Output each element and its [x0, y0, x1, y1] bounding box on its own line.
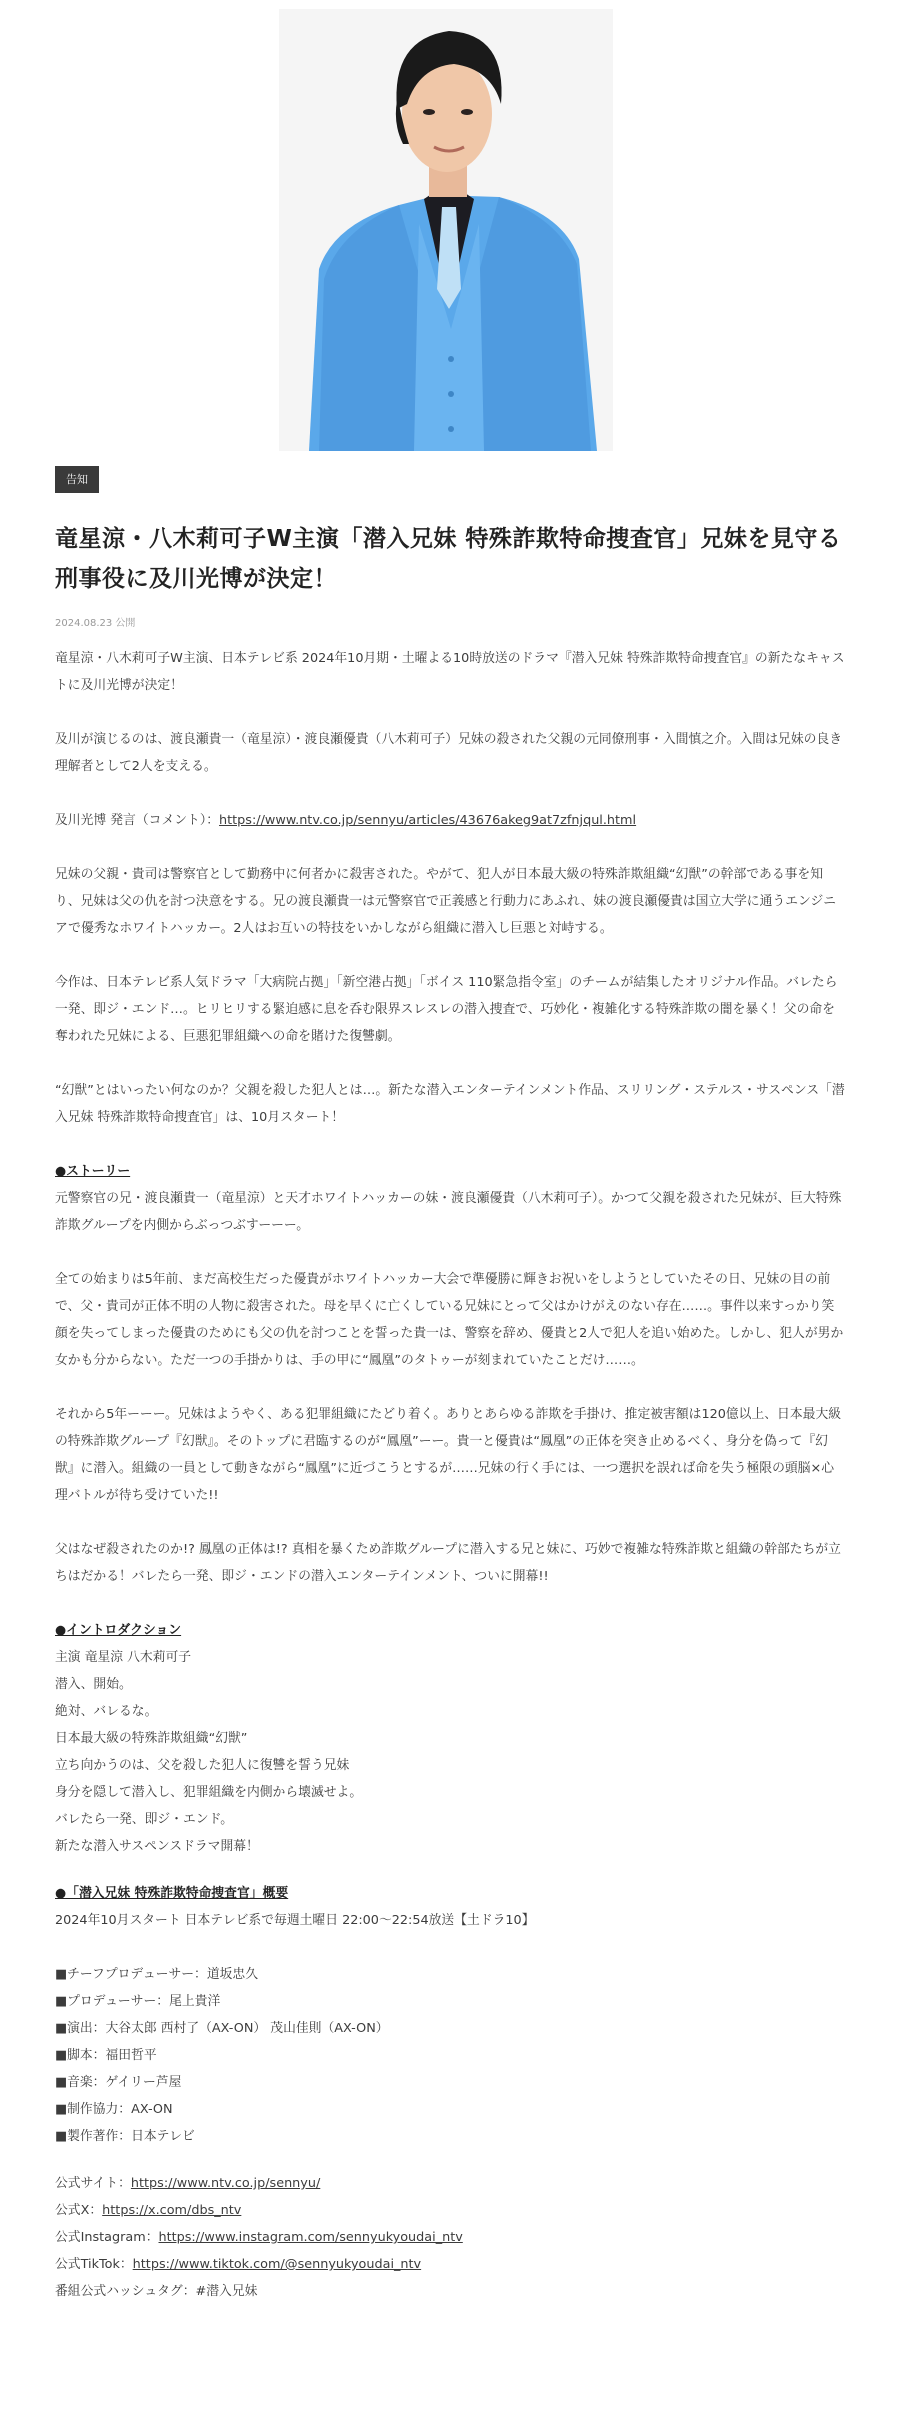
article-page: [0, 9, 900, 2425]
cast-photo: [279, 9, 613, 451]
category-tag[interactable]: 告知: [55, 466, 99, 493]
intro-line: 立ち向かうのは、父を殺した犯人に復讐を誓う兄妹: [55, 1758, 350, 1773]
intro-line: 身分を隠して潜入し、犯罪組織を内側から壊滅せよ。: [55, 1785, 363, 1800]
staff-item: ■演出：大谷太郎 西村了（AX-ON） 茂山佳則（AX-ON）: [55, 2021, 389, 2036]
link-label: 公式Instagram：: [55, 2230, 159, 2245]
comment-label: 及川光博 発言（コメント）：: [55, 813, 220, 828]
role-paragraph: 及川が演じるのは、渡良瀬貴一（竜星涼）・渡良瀬優貴（八木莉可子）兄妹の殺された父親の元同僚刑事・入間慎之介。入間は兄妹の良き理解者として2人を支える。: [55, 732, 843, 774]
link-row-tiktok: [55, 2251, 845, 2278]
overview-heading: ●「潜入兄妹 特殊詐欺特命捜査官」概要: [55, 1886, 289, 1901]
official-site-link[interactable]: https://www.ntv.co.jp/sennyu/: [130, 2176, 321, 2191]
staff-item: ■音楽：ゲイリー芦屋: [55, 2075, 182, 2090]
staff-item: ■脚本：福田哲平: [55, 2048, 157, 2063]
story-paragraph-2: 全ての始まりは5年前、まだ高校生だった優貴がホワイトハッカー大会で準優勝に輝きお祝いをしようとしていたその日、兄妹の目の前で、父・貴司が正体不明の人物に殺害された。母を早くに亡くしている兄妹にとって父はかけがえのない存在……。事件以来すっかり笑顔を失ってしまった優貴のためにも父の仇を討つことを誓った貴一は、警察を辞め、優貴と2人で犯人を追い始めた。しかし、犯人が男か女かも分からない。ただ一つの手掛かりは、手の甲に“鳳凰”のタトゥーが刻まれていたことだけ……。: [55, 1272, 844, 1368]
official-x-link[interactable]: https://x.com/dbs_ntv: [102, 2203, 242, 2218]
intro-line: 主演 竜星涼 八木莉可子: [55, 1650, 192, 1665]
official-instagram-link[interactable]: https://www.instagram.com/sennyukyoudai_ntv: [158, 2230, 463, 2245]
story-heading: ●ストーリー: [55, 1164, 131, 1179]
article-body: [55, 645, 845, 2305]
publish-date: 2024.08.23 公開: [55, 618, 136, 629]
father-paragraph: 兄妹の父親・貴司は警察官として勤務中に何者かに殺害された。やがて、犯人が日本最大級の特殊詐欺組織“幻獣”の幹部である事を知り、兄妹は父の仇を討つ決意をする。兄の渡良瀬貴一は元警察官で正義感と行動力にあふれ、妹の渡良瀬優貴は国立大学に通うエンジニアで優秀なホワイトハッカー。2人はお互いの特技をいかしながら組織に潜入し巨悪と対峙する。: [55, 867, 837, 936]
link-label: 公式サイト：: [55, 2176, 131, 2191]
story-paragraph-4: 父はなぜ殺されたのか!? 鳳凰の正体は!? 真相を暴くため詐欺グループに潜入する兄と妹に、巧妙で複雑な特殊詐欺と組織の幹部たちが立ちはだかる！バレたら一発、即ジ・エンドの潜入エンターテインメント、ついに開幕!!: [55, 1542, 841, 1584]
link-label: 公式TikTok：: [55, 2257, 133, 2272]
cast-photo-illustration: [279, 9, 613, 451]
article-title: 竜星涼・八木莉可子W主演「潜入兄妹 特殊詐欺特命捜査官」兄妹を見守る刑事役に及川光博が決定！: [55, 526, 842, 592]
staff-item: ■制作協力：AX-ON: [55, 2102, 173, 2117]
comment-paragraph: [55, 807, 845, 834]
hashtag-line: 番組公式ハッシュタグ：#潜入兄妹: [55, 2284, 258, 2299]
intro-line: 潜入、開始。: [55, 1677, 132, 1692]
staff-item: ■プロデューサー：尾上貴洋: [55, 1994, 221, 2009]
teaser-paragraph: “幻獣”とはいったい何なのか？父親を殺した犯人とは…。新たな潜入エンターテインメント作品、スリリング・ステルス・サスペンス「潜入兄妹 特殊詐欺特命捜査官」は、10月スタート！: [55, 1083, 845, 1125]
official-links: [55, 2170, 845, 2305]
story-paragraph-3: それから5年ーーー。兄妹はようやく、ある犯罪組織にたどり着く。ありとあらゆる詐欺を手掛け、推定被害額は120億以上、日本最大級の特殊詐欺グループ『幻獣』。そのトップに君臨するのが“鳳凰”ーー。貴一と優貴は“鳳凰”の正体を突き止めるべく、身分を偽って『幻獣』に潜入。組織の一員として動きながら“鳳凰”に近づこうとするが……兄妹の行く手には、一つ選択を誤れば命を失う極限の頭脳×心理バトルが待ち受けていた!!: [55, 1407, 842, 1503]
staff-item: ■チーフプロデューサー：道坂忠久: [55, 1967, 259, 1982]
link-row-instagram: [55, 2224, 845, 2251]
team-paragraph: 今作は、日本テレビ系人気ドラマ「大病院占拠」「新空港占拠」「ボイス 110緊急指令室」のチームが結集したオリジナル作品。バレたら一発、即ジ・エンド…。ヒリヒリする緊迫感に息を呑む限界スレスレの潜入捜査で、巧妙化・複雑化する特殊詐欺の闇を暴く！父の命を奪われた兄妹による、巨悪犯罪組織への命を賭けた復讐劇。: [55, 975, 838, 1044]
intro-line: 日本最大級の特殊詐欺組織“幻獣”: [55, 1731, 248, 1746]
introduction-lines: [55, 1644, 845, 1860]
comment-link[interactable]: https://www.ntv.co.jp/sennyu/articles/43676akeg9at7zfnjqul.html: [219, 813, 637, 828]
intro-line: バレたら一発、即ジ・エンド。: [55, 1812, 234, 1827]
staff-item: ■製作著作：日本テレビ: [55, 2129, 195, 2144]
broadcast-schedule: 2024年10月スタート 日本テレビ系で毎週土曜日 22:00～22:54放送【土ドラ10】: [55, 1913, 535, 1928]
introduction-heading: ●イントロダクション: [55, 1623, 182, 1638]
official-tiktok-link[interactable]: https://www.tiktok.com/@sennyukyoudai_ntv: [132, 2257, 422, 2272]
intro-line: 絶対、バレるな。: [55, 1704, 158, 1719]
staff-list: [55, 1961, 845, 2150]
link-row-site: [55, 2170, 845, 2197]
intro-line: 新たな潜入サスペンスドラマ開幕！: [55, 1839, 259, 1854]
intro-paragraph: 竜星涼・八木莉可子W主演、日本テレビ系 2024年10月期・土曜よる10時放送のドラマ『潜入兄妹 特殊詐欺特命捜査官』の新たなキャストに及川光博が決定！: [55, 651, 845, 693]
link-label: 公式X：: [55, 2203, 103, 2218]
link-row-x: [55, 2197, 845, 2224]
story-paragraph-1: 元警察官の兄・渡良瀬貴一（竜星涼）と天才ホワイトハッカーの妹・渡良瀬優貴（八木莉可子）。かつて父親を殺された兄妹が、巨大特殊詐欺グループを内側からぶっつぶすーーー。: [55, 1191, 842, 1233]
